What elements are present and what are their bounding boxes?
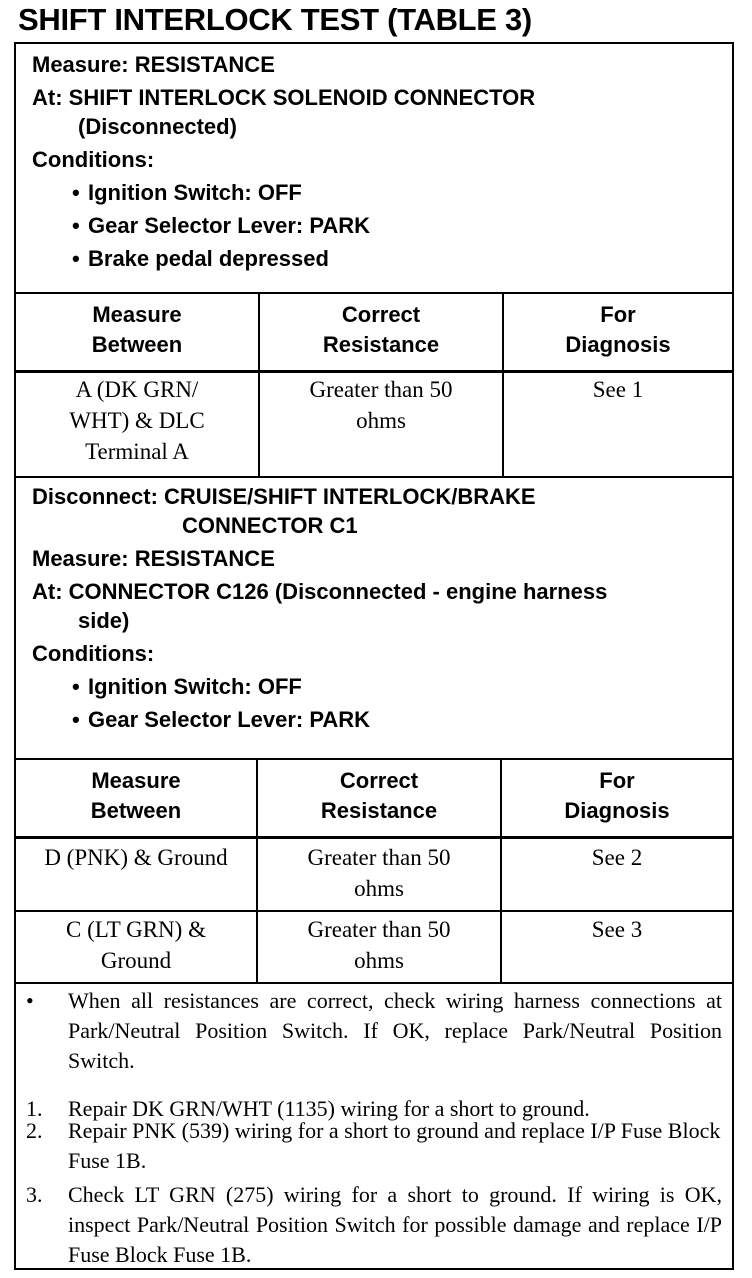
conditions-label: Conditions: <box>32 147 155 172</box>
column-divider <box>500 758 502 982</box>
header-divider <box>16 836 732 839</box>
note-text: Check LT GRN (275) wiring for a short to ground. If wiring is OK, inspect Park/Neutral Position Switch for possible damage and replace I/P Fuse Block Fuse 1B. <box>68 1182 722 1267</box>
note-text: When all resistances are correct, check wiring harness connections at Park/Neutral Position Switch. If OK, replace Park/Neutral Position Switch. <box>68 988 722 1073</box>
table-cell-for-diagnosis: See 1 <box>592 377 644 402</box>
table-cell-for-diagnosis: See 2 <box>591 845 643 870</box>
condition-item: • Gear Selector Lever: PARK <box>32 703 732 736</box>
divider <box>16 758 732 760</box>
header-divider <box>16 370 732 373</box>
table-cell-correct-resistance: Greater than 50 ohms <box>309 377 453 433</box>
divider <box>16 982 732 984</box>
condition-item: • Brake pedal depressed <box>32 242 732 275</box>
conditions-label: Conditions: <box>32 641 155 666</box>
at-line-continued: side) <box>78 608 130 633</box>
table-cell-for-diagnosis: See 3 <box>591 917 643 942</box>
table-cell-measure-between: D (PNK) & Ground <box>44 845 228 870</box>
page-title: SHIFT INTERLOCK TEST (TABLE 3) <box>18 2 532 37</box>
column-divider <box>256 758 258 982</box>
condition-item: • Ignition Switch: OFF <box>32 670 732 703</box>
test-table-frame: Measure: RESISTANCE At: SHIFT INTERLOCK SOLENOID CONNECTOR (Disconnected) Conditions: • Ignition Switch: OFF • Gear Selector Lever: PARK • Brake pedal depressed Measure Between Correct Resistance For Diagnosis A (DK GRN/ WHT) & DLC Terminal A Greater than 50 ohms See 1 Disconnect: CRUISE/SHIFT INTERLOCK/BRAKE CONNECTOR C1 Measure: RESISTANCE At: CONNECTOR C126 (Disconnected - engine harness side) Conditions: • Ignition Switch: OFF • Gear Selector Lever: PARK Measure Between Correct Resistance For Diagnosis D (PNK) & Ground Greater than 50 ohms See 2 C (LT GRN) & Ground Greater than 50 ohms See 3 • When all resistances are correct, check wiring harness connections at Park/Neutral Position Switch. If OK, replace Park/Neutral Position Switch. 1. Repair DK GRN/WHT (1135) wiring for a short to ground. 2. Repair PNK (539) wiring for a short to ground and replace I/P Fuse Block Fuse 1B. 3. Check LT GRN (275) wiring for a short to ground. If wiring is OK, inspect Park/Neutral Position Switch for possible damage and replace I/P Fuse Block Fuse 1B. <box>14 42 734 1270</box>
divider <box>16 292 732 294</box>
header-correct-resistance: Correct Resistance <box>322 302 440 357</box>
measure-line: Measure: RESISTANCE <box>32 52 275 77</box>
header-measure-between: Measure Between <box>91 302 183 357</box>
row-divider <box>16 910 732 912</box>
section1-instructions <box>16 48 732 275</box>
header-correct-resistance: Correct Resistance <box>320 768 438 823</box>
at-line-continued: (Disconnected) <box>78 114 237 139</box>
condition-item: • Gear Selector Lever: PARK <box>32 209 732 242</box>
table-cell-correct-resistance: Greater than 50 ohms <box>307 845 451 901</box>
measure-line: Measure: RESISTANCE <box>32 546 275 571</box>
at-line: At: CONNECTOR C126 (Disconnected - engine harness <box>32 579 608 604</box>
table-cell-measure-between: C (LT GRN) & Ground <box>66 917 206 973</box>
column-divider <box>502 292 504 476</box>
disconnect-line-continued: CONNECTOR C1 <box>182 513 358 538</box>
section2-instructions <box>16 480 732 736</box>
table-cell-correct-resistance: Greater than 50 ohms <box>307 917 451 973</box>
header-for-diagnosis: For Diagnosis <box>565 302 671 357</box>
table-cell-measure-between: A (DK GRN/ WHT) & DLC Terminal A <box>69 377 205 464</box>
condition-item: • Ignition Switch: OFF <box>32 176 732 209</box>
at-line: At: SHIFT INTERLOCK SOLENOID CONNECTOR <box>32 85 536 110</box>
note-text: Repair PNK (539) wiring for a short to ground and replace I/P Fuse Block Fuse 1B. <box>68 1118 721 1173</box>
conditions-list <box>32 670 732 736</box>
conditions-list <box>32 176 732 275</box>
header-measure-between: Measure Between <box>90 768 182 823</box>
column-divider <box>258 292 260 476</box>
divider <box>16 476 732 478</box>
disconnect-line: Disconnect: CRUISE/SHIFT INTERLOCK/BRAKE <box>32 484 536 509</box>
header-for-diagnosis: For Diagnosis <box>564 768 670 823</box>
note-text: Repair DK GRN/WHT (1135) wiring for a short to ground. <box>68 1096 590 1121</box>
